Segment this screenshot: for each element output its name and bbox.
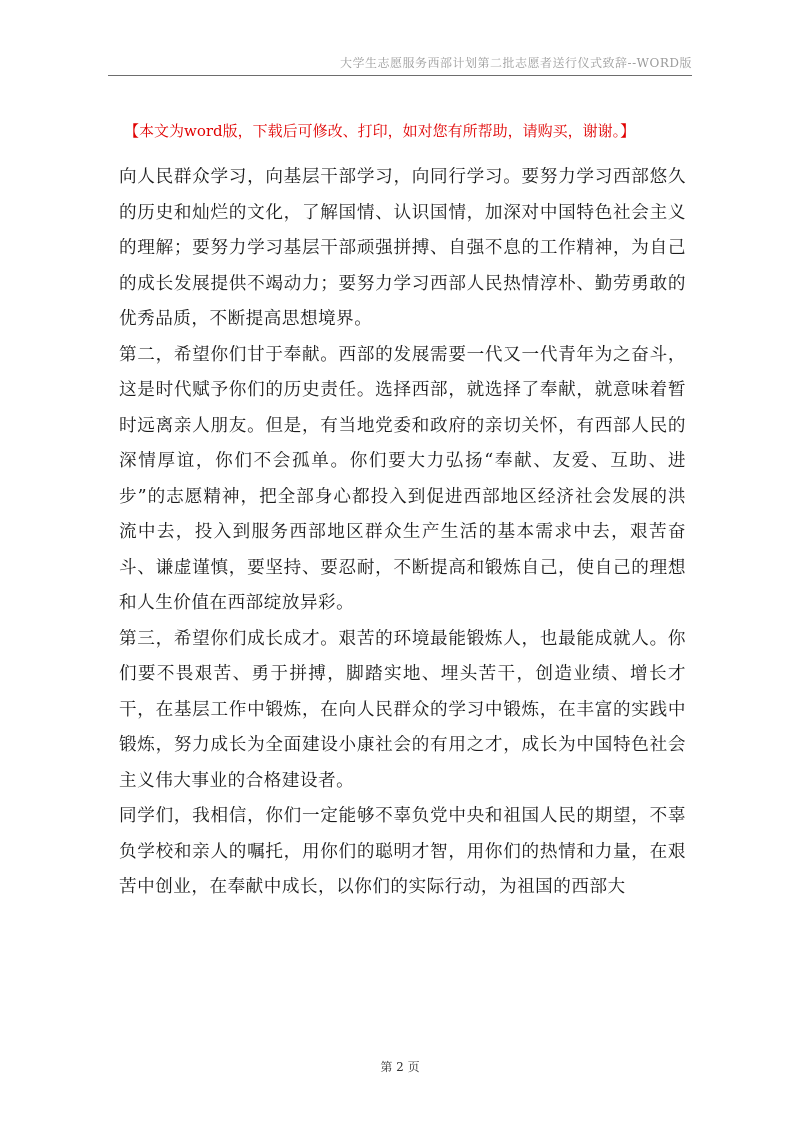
paragraph-2: 第二，希望你们甘于奉献。西部的发展需要一代又一代青年为之奋斗，这是时代赋予你们的历史责任。选择西部，就选择了奉献，就意味着暂时远离亲人朋友。但是，有当地党委和政府的亲切关怀，有西部人民的深情厚谊，你们不会孤单。你们要大力弘扬“奉献、友爱、互助、进步”的志愿精神，把全部身心都投入到促进西部地区经济社会发展的洪流中去，投入到服务西部地区群众生产生活的基本需求中去，艰苦奋斗、谦虚谨慎，要坚持、要忍耐，不断提高和锻炼自己，使自己的理想和人生价值在西部绽放异彩。	[119, 344, 686, 613]
page-number: 第 2 页	[380, 1060, 420, 1074]
paragraph-3: 第三，希望你们成长成才。艰苦的环境最能锻炼人，也最能成就人。你们要不畏艰苦、勇于拼搏，脚踏实地、埋头苦干，创造业绩、增长才干，在基层工作中锻炼，在向人民群众的学习中锻炼，在丰富的实践中锻炼，努力成长为全面建设小康社会的有用之才，成长为中国特色社会主义伟大事业的合格建设者。	[119, 628, 686, 791]
header-divider	[108, 75, 692, 76]
download-notice: 【本文为word版，下载后可修改、打印，如对您有所帮助，请购买，谢谢。】	[124, 122, 636, 140]
document-body	[119, 160, 686, 906]
page-header-title: 大学生志愿服务西部计划第二批志愿者送行仪式致辞--WORD版	[340, 56, 692, 70]
paragraph-1: 向人民群众学习，向基层干部学习，向同行学习。要努力学习西部悠久的历史和灿烂的文化，了解国情、认识国情，加深对中国特色社会主义的理解；要努力学习基层干部顽强拼搏、自强不息的工作精神，为自己的成长发展提供不竭动力；要努力学习西部人民热情淳朴、勤劳勇敢的优秀品质，不断提高思想境界。	[119, 167, 686, 329]
paragraph-4: 同学们，我相信，你们一定能够不辜负党中央和祖国人民的期望，不辜负学校和亲人的嘱托，用你们的聪明才智，用你们的热情和力量，在艰苦中创业，在奉献中成长，以你们的实际行动，为祖国的西部大	[119, 806, 686, 897]
